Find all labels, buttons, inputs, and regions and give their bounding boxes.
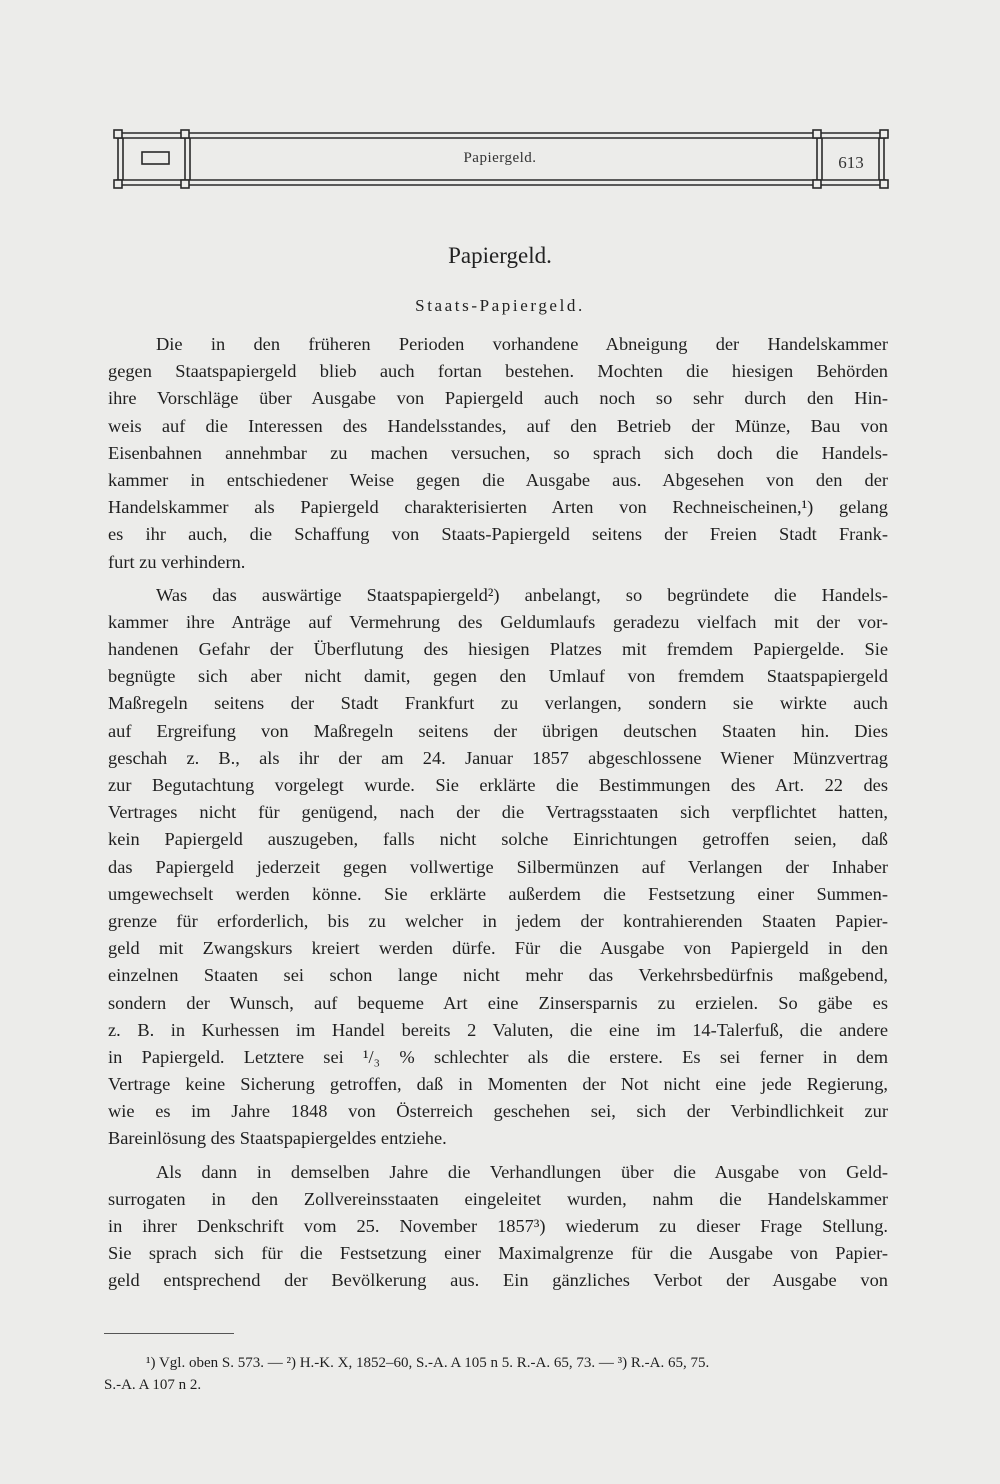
text-line: furt zu verhindern. — [108, 551, 246, 572]
text-line: das Papiergeld jederzeit gegen vollwertige Silbermünzen auf Verlangen der Inhaber — [108, 856, 888, 877]
text-line: kammer in entschiedener Weise gegen die Ausgabe aus. Abgesehen von den der — [108, 469, 888, 490]
text-line: umgewechselt werden könne. Sie erklärte außerdem die Festsetzung einer Summen- — [108, 883, 888, 904]
text-line: wie es im Jahre 1848 von Österreich geschehen sei, sich der Verbindlichkeit zur — [108, 1101, 888, 1122]
text-line: geschah z. B., als ihr der am 24. Januar 1857 abgeschlossene Wiener Münzvertrag — [108, 747, 888, 768]
text-line: surrogaten in den Zollvereinsstaaten eingeleitet wurden, nahm die Handelskammer — [108, 1188, 888, 1209]
text-line: geld entsprechend der Bevölkerung aus. Ein gänzliches Verbot der Ausgabe von — [108, 1270, 888, 1291]
footnotes — [104, 1352, 889, 1396]
text-line: in ihrer Denkschrift vom 25. November 1857³) wiederum zu dieser Frage Stellung. — [108, 1216, 888, 1236]
text-line: gegen Staatspapiergeld blieb auch fortan bestehen. Mochten die hiesigen Behörden — [108, 361, 888, 382]
text-line: es ihr auch, die Schaffung von Staats-Papiergeld seitens der Freien Stadt Frank- — [108, 524, 888, 545]
text-line: einzelnen Staaten sei schon lange nicht mehr das Verkehrsbedürfnis maßgebend, — [108, 965, 888, 986]
text-line: zur Begutachtung vorgelegt wurde. Sie erklärte die Bestimmungen des Art. 22 des — [108, 775, 888, 795]
text-line: sondern der Wunsch, auf bequeme Art eine Zinsersparnis zu erzielen. So gäbe es — [108, 992, 888, 1013]
text-line: kein Papiergeld auszugeben, falls nicht solche Einrichtungen getroffen seien, daß — [108, 829, 888, 850]
text-line: Vertrages nicht für genügend, nach der die Vertragsstaaten sich verpflichtet hatten, — [108, 802, 888, 823]
text-line: Als dann in demselben Jahre die Verhandlungen über die Ausgabe von Geld- — [156, 1161, 888, 1182]
text-line: Vertrage keine Sicherung getroffen, daß in Momenten der Not nicht eine jede Regierung, — [108, 1074, 888, 1095]
text-line: z. B. in Kurhessen im Handel bereits 2 Valuten, die eine im 14-Talerfuß, die andere — [108, 1019, 888, 1040]
text-line: grenze für erforderlich, bis zu welcher in jedem der kontrahierenden Staaten Papier- — [108, 910, 888, 931]
text-line: Eisenbahnen annehmbar zu machen versuchen, so sprach sich doch die Handels- — [108, 442, 888, 463]
text-line: in Papiergeld. Letztere sei ¹/₃ % schlechter als die erstere. Es sei ferner in dem — [108, 1046, 888, 1067]
text-line: handenen Gefahr der Überflutung des hiesigen Platzes mit fremdem Papiergelde. Sie — [108, 639, 888, 660]
body-text — [108, 331, 888, 1295]
footnote-line: S.-A. A 107 n 2. — [104, 1377, 202, 1393]
section-subtitle: Staats-Papiergeld. — [415, 296, 585, 315]
text-line: begnügte sich aber nicht damit, gegen den Umlauf von fremdem Staatspapiergeld — [108, 666, 888, 687]
text-line: Maßregeln seitens der Stadt Frankfurt zu verlangen, sondern sie wirkte auch — [108, 693, 888, 714]
section-title: Papiergeld. — [448, 243, 552, 268]
text-line: Die in den früheren Perioden vorhandene Abneigung der Handelskammer — [156, 334, 888, 354]
footnote-line: ¹) Vgl. oben S. 573. — ²) H.-K. X, 1852–60, S.-A. A 105 n 5. R.-A. 65, 73. — ³) R.-A. 65, 75. — [146, 1355, 710, 1371]
text-line: Bareinlösung des Staatspapiergeldes entziehe. — [108, 1128, 447, 1149]
text-line: geld mit Zwangskurs kreiert werden dürfe. Für die Ausgabe von Papiergeld in den — [108, 938, 888, 959]
footnote-divider — [104, 1333, 234, 1334]
text-line: auf Ergreifung von Maßregeln seitens der übrigen deutschen Staaten hin. Dies — [108, 720, 888, 741]
text-line: weis auf die Interessen des Handelsstandes, auf den Betrieb der Münze, Bau von — [108, 415, 888, 436]
page-number: 613 — [838, 153, 864, 172]
text-line: Sie sprach sich für die Festsetzung einer Maximalgrenze für die Ausgabe von Papier- — [108, 1243, 888, 1264]
text-line: Handelskammer als Papiergeld charakterisierten Arten von Rechneischeinen,¹) gelang — [108, 497, 888, 518]
running-header-title: Papiergeld. — [463, 150, 537, 166]
text-line: Was das auswärtige Staatspapiergeld²) anbelangt, so begründete die Handels- — [156, 584, 888, 605]
text-line: ihre Vorschläge über Ausgabe von Papiergeld auch noch so sehr durch den Hin- — [108, 388, 888, 409]
text-line: kammer ihre Anträge auf Vermehrung des Geldumlaufs geradezu vielfach mit der vor- — [108, 611, 888, 632]
